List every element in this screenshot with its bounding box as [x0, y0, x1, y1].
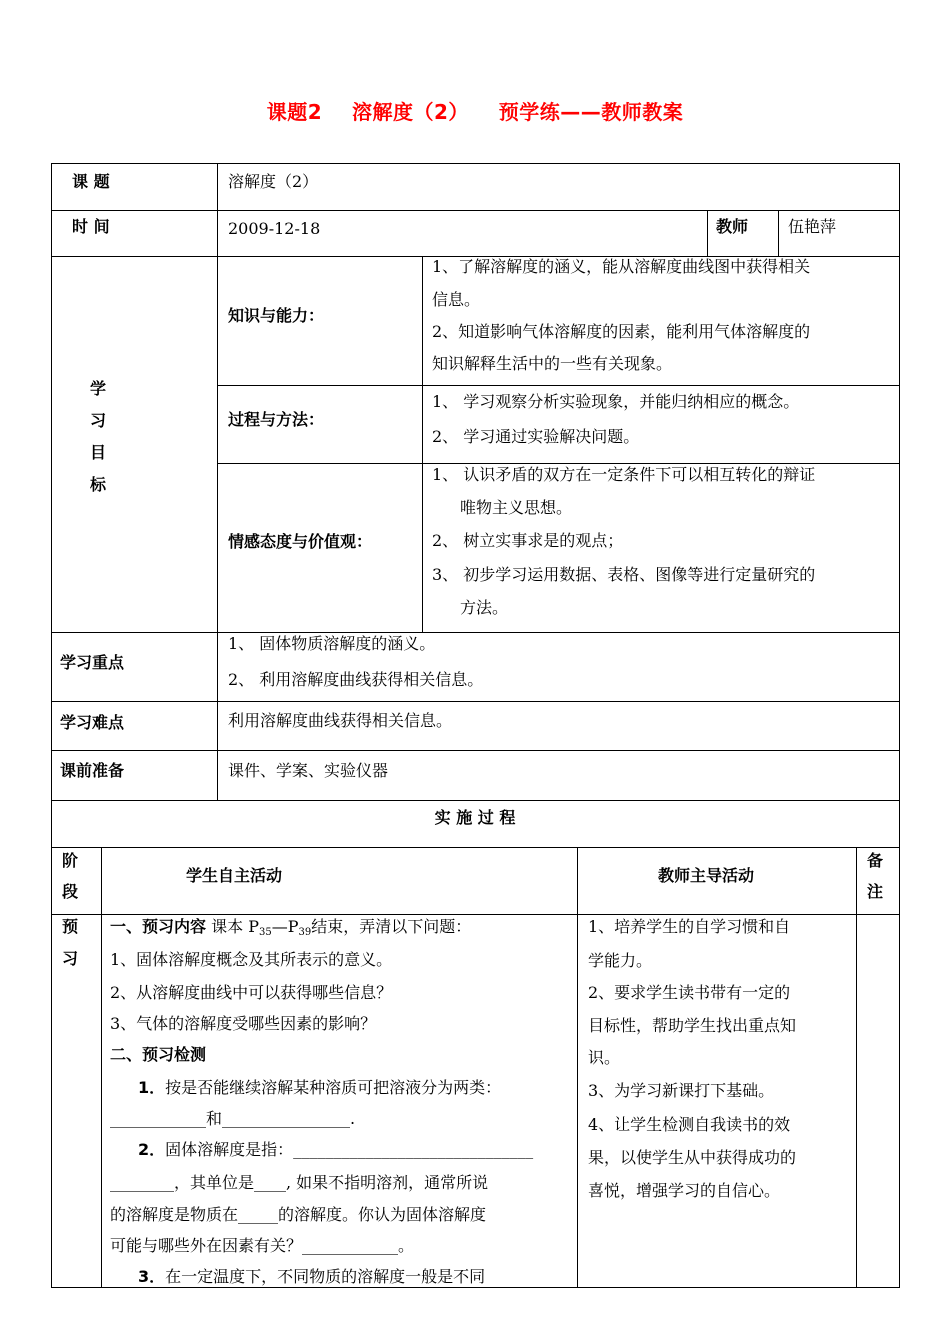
preview-question: 1、固体溶解度概念及其所表示的意义。	[110, 950, 393, 969]
teacher-value: 伍艳萍	[788, 217, 837, 236]
check-question-3	[138, 1266, 485, 1288]
row-divider	[51, 210, 900, 211]
process-title: 实 施 过 程	[434, 808, 516, 827]
teacher-activity-line: 3、为学习新课打下基础。	[588, 1081, 775, 1100]
teacher-activity-line: 2、要求学生读书带有一定的	[588, 983, 791, 1002]
emotion-line: 唯物主义思想。	[460, 498, 573, 517]
emotion-line: 3、 初步学习运用数据、表格、图像等进行定量研究的	[432, 565, 816, 584]
goals-label-char: 习	[90, 411, 107, 430]
emotion-line: 1、 认识矛盾的双方在一定条件下可以相互转化的辩证	[432, 465, 816, 484]
check-question-2-line: 的溶解度是物质在_____的溶解度。你认为固体溶解度	[110, 1205, 487, 1224]
column-divider	[577, 847, 578, 1287]
column-divider	[778, 210, 779, 256]
key-points-label: 学习重点	[60, 653, 125, 672]
teacher-activity-line: 识。	[588, 1048, 621, 1067]
teacher-activity-line: 果，以使学生从中获得成功的	[588, 1148, 797, 1167]
knowledge-line: 2、知道影响气体溶解度的因素，能利用气体溶解度的	[432, 322, 811, 341]
preview-check-title: 二、预习检测	[110, 1045, 207, 1064]
question-number: 3．	[138, 1267, 166, 1286]
preview-stage-char: 预	[62, 917, 79, 936]
preview-section-title: 一、预习内容	[110, 917, 207, 936]
row-divider	[51, 701, 900, 702]
table-border-right	[899, 163, 900, 1288]
page-title: 课题2 溶解度（2） 预学练——教师教案	[266, 100, 684, 124]
key-point-line: 2、 利用溶解度曲线获得相关信息。	[228, 670, 484, 689]
page-sub: 39	[298, 927, 312, 938]
goals-label-char: 学	[90, 379, 107, 398]
row-divider	[51, 750, 900, 751]
column-divider	[856, 847, 857, 1287]
check-question-2-line: 可能与哪些外在因素有关？____________。	[110, 1236, 415, 1255]
teacher-activity-line: 喜悦，增强学习的自信心。	[588, 1181, 781, 1200]
preparation-label: 课前准备	[60, 761, 125, 780]
teacher-activity-line: 学能力。	[588, 951, 653, 970]
textbook-ref	[211, 917, 471, 936]
row-divider	[51, 847, 900, 848]
check-question-2	[138, 1139, 533, 1161]
preview-content-line	[110, 916, 471, 944]
textbook-ref-text: —P	[271, 917, 299, 936]
preview-stage-char: 习	[62, 949, 79, 968]
preparation-value: 课件、学案、实验仪器	[228, 761, 389, 780]
check-question-1-blanks: ____________和________________.	[110, 1109, 356, 1128]
student-activity-header: 学生自主活动	[186, 866, 283, 885]
teacher-activity-line: 目标性，帮助学生找出重点知	[588, 1016, 797, 1035]
column-divider	[217, 163, 218, 800]
goals-label-char: 目	[90, 443, 107, 462]
topic-label: 课 题	[72, 172, 110, 191]
question-number: 2．	[138, 1140, 166, 1159]
key-point-line: 1、 固体物质溶解度的涵义。	[228, 634, 436, 653]
row-divider	[51, 914, 900, 915]
goals-label-char: 标	[90, 475, 107, 494]
teacher-activity-header: 教师主导活动	[658, 866, 755, 885]
teacher-activity-line: 1、培养学生的自学习惯和自	[588, 917, 791, 936]
table-border-left	[51, 163, 52, 1288]
question-text: 按是否能继续溶解某种溶质可把溶液分为两类：	[165, 1078, 502, 1097]
check-question-1	[138, 1077, 501, 1099]
time-value: 2009-12-18	[228, 219, 321, 238]
emotion-line: 2、 树立实事求是的观点；	[432, 531, 624, 550]
notes-header-char: 注	[867, 882, 884, 901]
difficulties-value: 利用溶解度曲线获得相关信息。	[228, 711, 453, 730]
row-divider	[217, 385, 900, 386]
preview-question: 2、从溶解度曲线中可以获得哪些信息？	[110, 983, 393, 1002]
stage-header-char: 段	[62, 882, 79, 901]
topic-value: 溶解度（2）	[228, 172, 319, 191]
column-divider	[101, 847, 102, 1287]
difficulties-label: 学习难点	[60, 713, 125, 732]
stage-header-char: 阶	[62, 851, 79, 870]
column-divider	[707, 210, 708, 256]
teacher-activity-line: 4、让学生检测自我读书的效	[588, 1115, 791, 1134]
emotion-line: 方法。	[460, 598, 509, 617]
teacher-label: 教师	[716, 217, 749, 236]
question-text: 在一定温度下，不同物质的溶解度一般是不同	[165, 1267, 486, 1286]
textbook-ref-text: 课本 P	[211, 917, 259, 936]
knowledge-line: 知识解释生活中的一些有关现象。	[432, 354, 673, 373]
knowledge-line: 1、了解溶解度的涵义，能从溶解度曲线图中获得相关	[432, 257, 811, 276]
notes-header-char: 备	[867, 851, 884, 870]
emotion-label: 情感态度与价值观：	[228, 532, 373, 551]
knowledge-line: 信息。	[432, 290, 481, 309]
row-divider	[51, 800, 900, 801]
process-line: 2、 学习通过实验解决问题。	[432, 427, 640, 446]
question-number: 1．	[138, 1078, 166, 1097]
knowledge-label: 知识与能力：	[228, 306, 325, 325]
row-divider	[51, 632, 900, 633]
preview-question: 3、气体的溶解度受哪些因素的影响？	[110, 1014, 377, 1033]
time-label: 时 间	[72, 217, 110, 236]
table-border-top	[51, 163, 900, 164]
page-sub: 35	[258, 927, 272, 938]
question-text: 固体溶解度是指：______________________________	[165, 1140, 534, 1159]
textbook-ref-text: 结束，弄清以下问题：	[311, 917, 472, 936]
process-line: 1、 学习观察分析实验现象，并能归纳相应的概念。	[432, 392, 800, 411]
column-divider	[422, 256, 423, 632]
process-label: 过程与方法：	[228, 410, 325, 429]
check-question-2-line: ________，其单位是____, 如果不指明溶剂，通常所说	[110, 1173, 489, 1192]
